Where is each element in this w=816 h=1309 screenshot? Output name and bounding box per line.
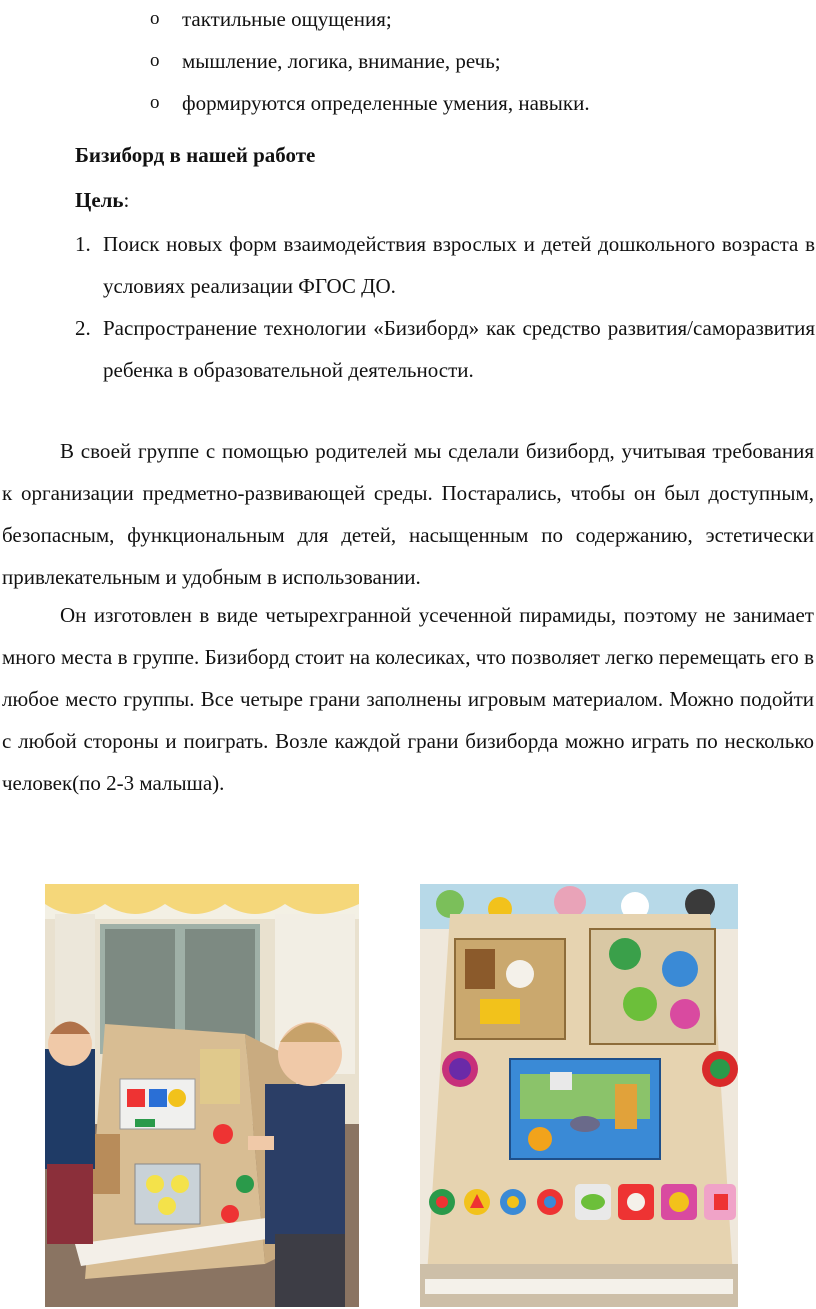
bullet-marker: o: [150, 8, 160, 29]
photo-right-image: [420, 884, 738, 1307]
busyboard-photo-left: [45, 884, 359, 1307]
bullet-item: [150, 0, 590, 42]
goal-number: 1.: [75, 232, 91, 256]
busyboard-photo-right: [420, 884, 738, 1307]
goal-colon: :: [123, 188, 130, 212]
goal-label-row: [75, 186, 129, 214]
bullet-marker: o: [150, 50, 160, 71]
goal-text: Поиск новых форм взаимодействия взрослых и детей дошкольного возраста в условиях реализации ФГОС ДО.: [103, 232, 815, 298]
goal-item: [75, 223, 815, 307]
goal-text: Распространение технологии «Бизиборд» как средство развития/саморазвития ребенка в образовательной деятельности.: [103, 316, 815, 382]
bullet-list: [150, 0, 590, 126]
section-heading: Бизиборд в нашей работе: [75, 143, 316, 167]
goal-label: Цель: [75, 188, 124, 212]
photo-left-image: [45, 884, 359, 1307]
goal-item: [75, 307, 815, 391]
bullet-item: [150, 42, 590, 84]
bullet-item: [150, 84, 590, 126]
goal-number: 2.: [75, 316, 91, 340]
goals-list: [75, 223, 815, 391]
paragraph: Он изготовлен в виде четырехгранной усеченной пирамиды, поэтому не занимает много места в группе. Бизиборд стоит на колесиках, что позволяет легко перемещать его в любое место группы. Все четыре грани заполнены игровым материалом. Можно подойти с любой стороны и поиграть. Возле каждой грани бизиборда можно играть по несколько человек(по 2-3 малыша).: [2, 603, 814, 795]
paragraph: В своей группе с помощью родителей мы сделали бизиборд, учитывая требования к организации предметно-развивающей среды. Постарались, чтобы он был доступным, безопасным, функциональным для детей, насыщенным по содержанию, эстетически привлекательным и удобным в использовании.: [2, 439, 814, 589]
bullet-marker: o: [150, 92, 160, 113]
bullet-text: мышление, логика, внимание, речь;: [182, 49, 501, 73]
bullet-text: тактильные ощущения;: [182, 7, 392, 31]
bullet-text: формируются определенные умения, навыки.: [182, 91, 590, 115]
